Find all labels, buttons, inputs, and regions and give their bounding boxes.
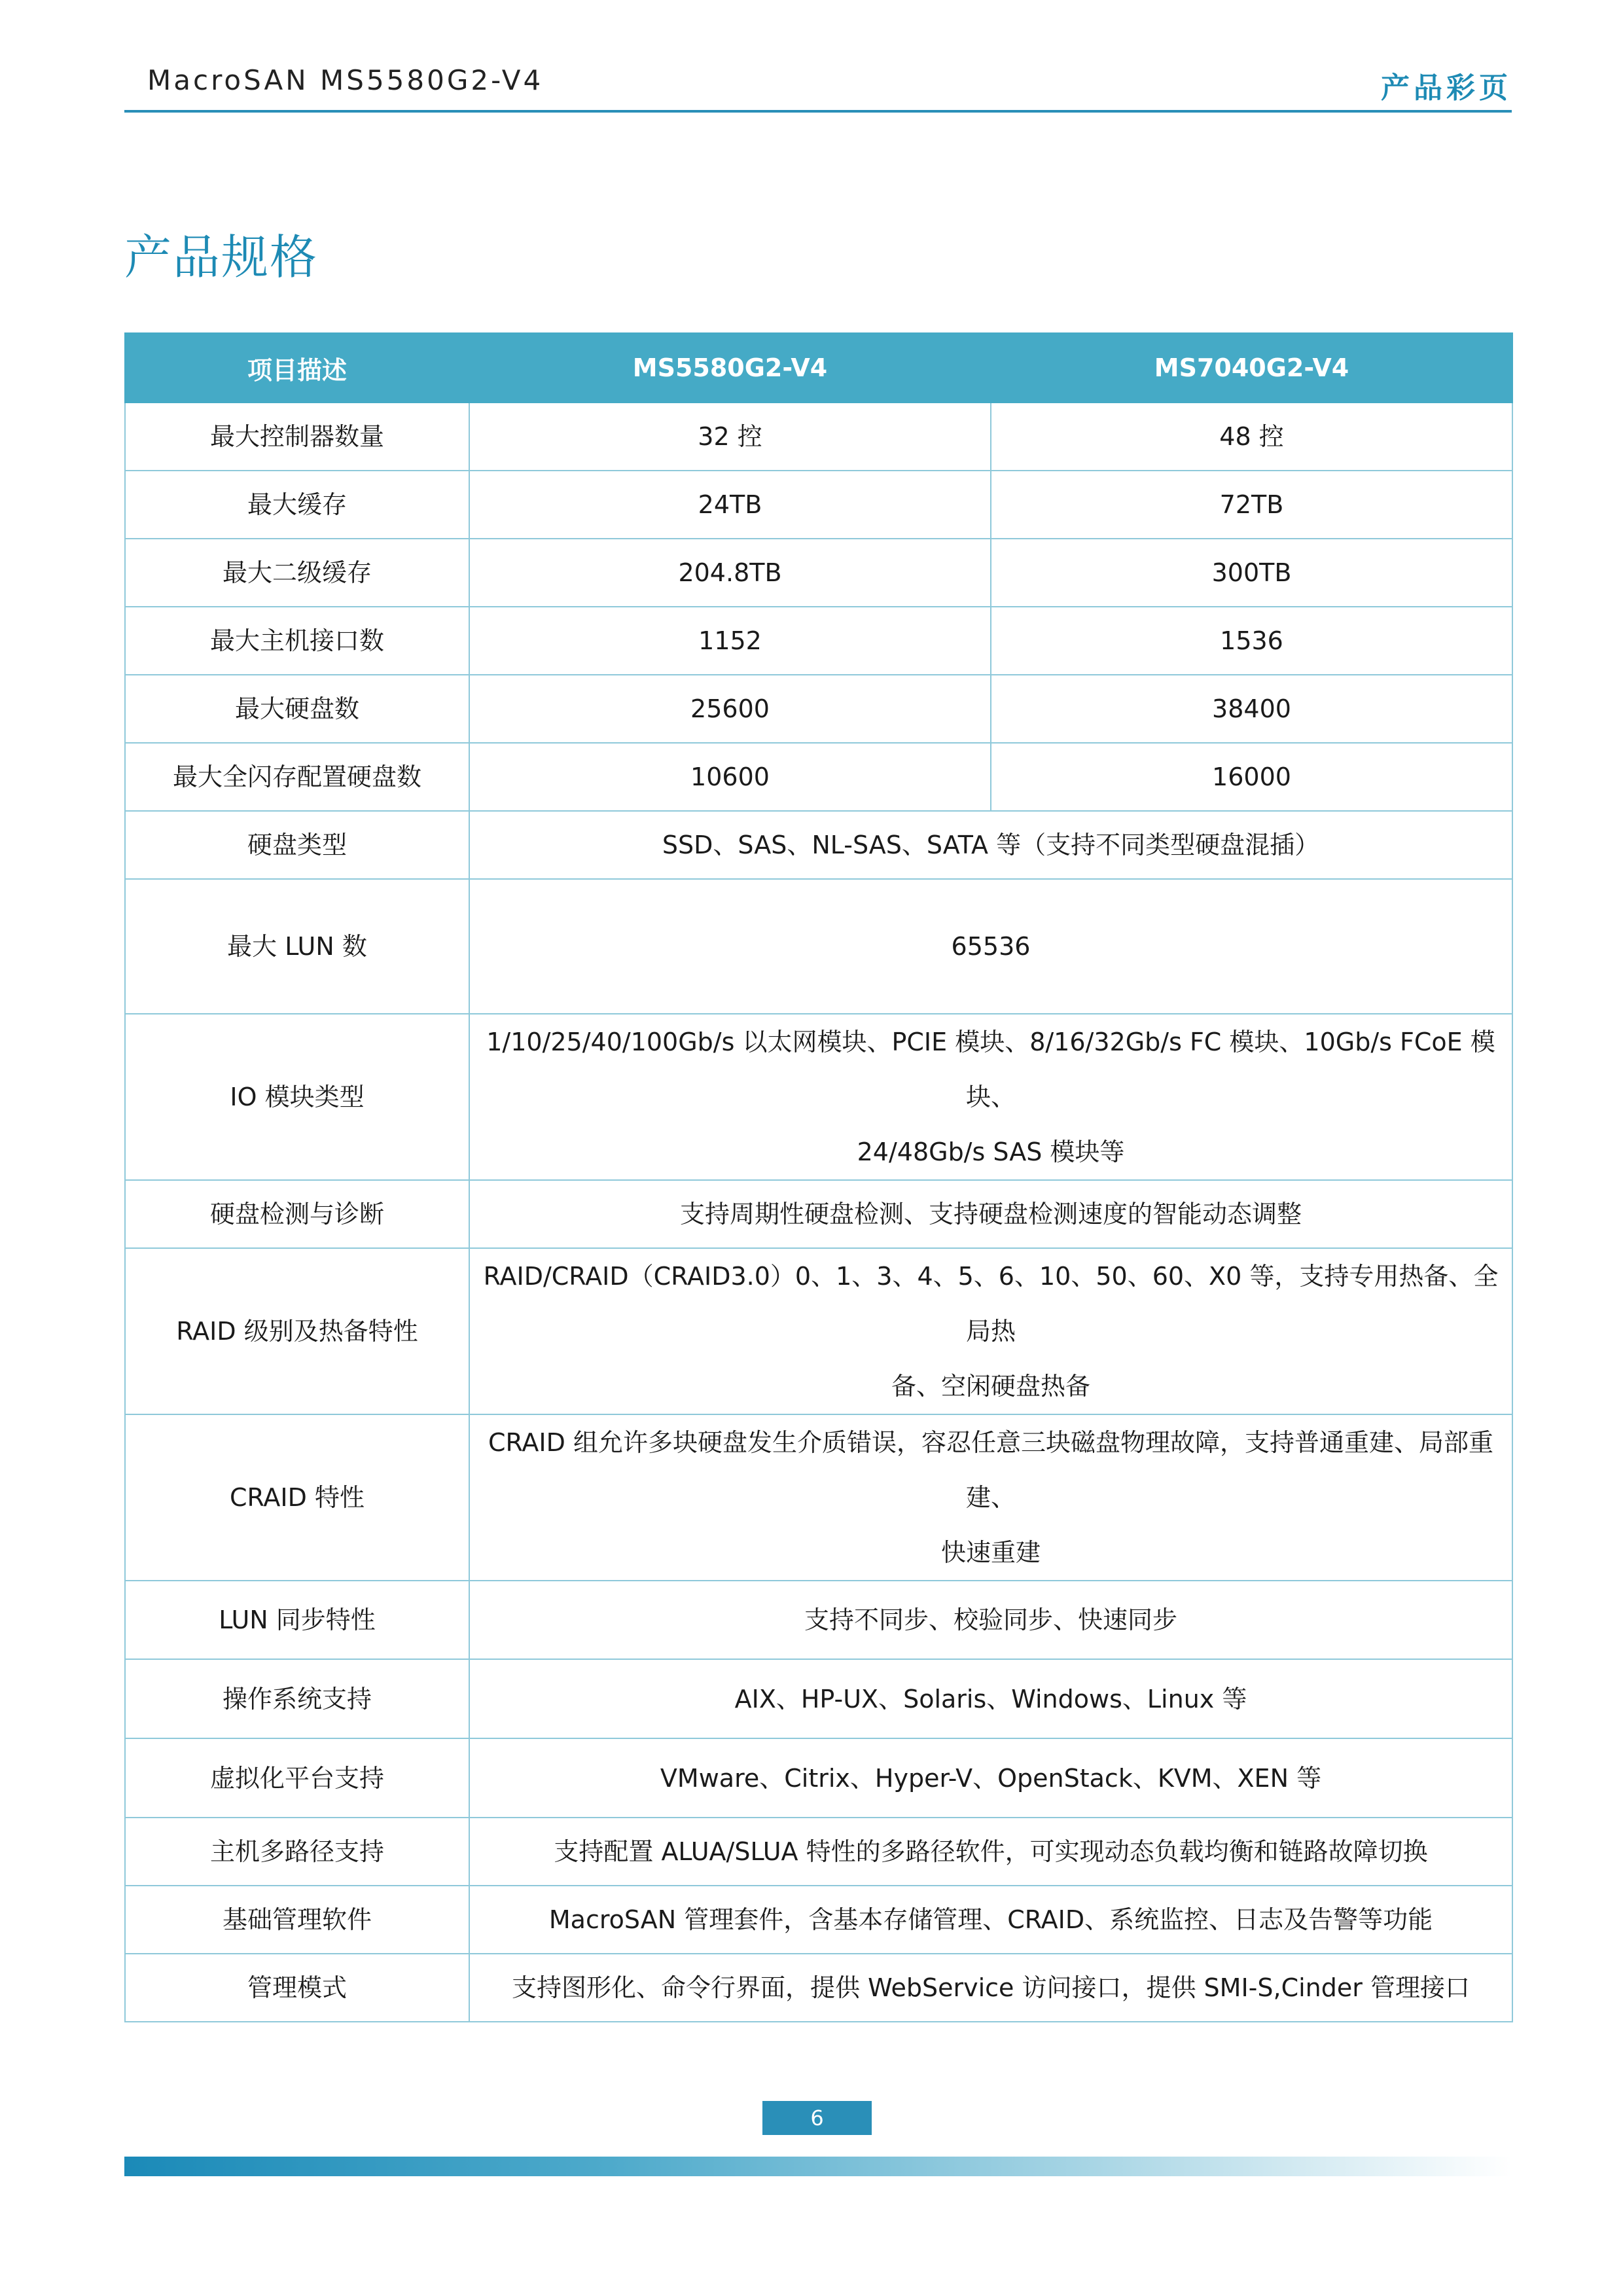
row-value — [469, 1014, 1512, 1180]
header-divider — [124, 110, 1512, 113]
row-label: 基础管理软件 — [125, 1886, 469, 1954]
row-value: MacroSAN 管理套件，含基本存储管理、CRAID、系统监控、日志及告警等功能 — [469, 1886, 1512, 1954]
row-value: SSD、SAS、NL-SAS、SATA 等（支持不同类型硬盘混插） — [469, 811, 1512, 879]
row-value — [469, 1248, 1512, 1414]
row-value: 支持配置 ALUA/SLUA 特性的多路径软件，可实现动态负载均衡和链路故障切换 — [469, 1818, 1512, 1886]
table-row — [125, 1886, 1512, 1954]
row-label: 最大主机接口数 — [125, 607, 469, 675]
table-row — [125, 1248, 1512, 1414]
page-number: 6 — [762, 2101, 872, 2135]
header-cell-model-a: MS5580G2-V4 — [469, 333, 991, 403]
row-value-a: 204.8TB — [469, 539, 991, 607]
row-label: 最大控制器数量 — [125, 403, 469, 471]
value-line: RAID/CRAID（CRAID3.0）0、1、3、4、5、6、10、50、60、X0 等，支持专用热备、全局热 — [483, 1262, 1499, 1346]
row-label: 硬盘类型 — [125, 811, 469, 879]
row-value — [469, 1414, 1512, 1581]
row-label: 最大二级缓存 — [125, 539, 469, 607]
table-row — [125, 1180, 1512, 1248]
row-value: 支持周期性硬盘检测、支持硬盘检测速度的智能动态调整 — [469, 1180, 1512, 1248]
value-line: 1/10/25/40/100Gb/s 以太网模块、PCIE 模块、8/16/32Gb/s FC 模块、10Gb/s FCoE 模块、 — [486, 1028, 1495, 1111]
row-value: VMware、Citrix、Hyper-V、OpenStack、KVM、XEN 等 — [469, 1738, 1512, 1818]
row-value-b: 72TB — [991, 471, 1512, 539]
row-label: 主机多路径支持 — [125, 1818, 469, 1886]
row-label: 最大 LUN 数 — [125, 879, 469, 1014]
table-row — [125, 1954, 1512, 2022]
table-row — [125, 879, 1512, 1014]
row-value-a: 10600 — [469, 743, 991, 811]
row-label: RAID 级别及热备特性 — [125, 1248, 469, 1414]
table-row — [125, 743, 1512, 811]
row-label: CRAID 特性 — [125, 1414, 469, 1581]
table-row — [125, 1014, 1512, 1180]
table-row — [125, 539, 1512, 607]
table-row — [125, 1659, 1512, 1738]
row-value-a: 25600 — [469, 675, 991, 743]
row-value-b: 38400 — [991, 675, 1512, 743]
value-line: 快速重建 — [940, 1538, 1041, 1567]
row-value-a: 1152 — [469, 607, 991, 675]
row-label: 虚拟化平台支持 — [125, 1738, 469, 1818]
table-row — [125, 1818, 1512, 1886]
spec-table — [124, 332, 1513, 2022]
row-label: 操作系统支持 — [125, 1659, 469, 1738]
footer-gradient-bar — [124, 2157, 1512, 2176]
row-value: 65536 — [469, 879, 1512, 1014]
row-label: IO 模块类型 — [125, 1014, 469, 1180]
row-value-a: 24TB — [469, 471, 991, 539]
row-label: 最大硬盘数 — [125, 675, 469, 743]
table-row — [125, 471, 1512, 539]
header-product-name: MacroSAN MS5580G2-V4 — [147, 64, 544, 96]
row-value-b: 16000 — [991, 743, 1512, 811]
row-label: 最大缓存 — [125, 471, 469, 539]
table-row — [125, 607, 1512, 675]
page-title: 产品规格 — [124, 230, 319, 285]
row-value-a: 32 控 — [469, 403, 991, 471]
header-cell-item: 项目描述 — [125, 333, 469, 403]
row-value: 支持不同步、校验同步、快速同步 — [469, 1581, 1512, 1659]
row-label: 硬盘检测与诊断 — [125, 1180, 469, 1248]
table-row — [125, 1738, 1512, 1818]
row-value-b: 1536 — [991, 607, 1512, 675]
value-line: 备、空闲硬盘热备 — [891, 1372, 1090, 1401]
header-cell-model-b: MS7040G2-V4 — [991, 333, 1512, 403]
row-value-b: 48 控 — [991, 403, 1512, 471]
row-label: LUN 同步特性 — [125, 1581, 469, 1659]
table-row — [125, 1581, 1512, 1659]
header-section-label: 产品彩页 — [1381, 71, 1512, 105]
table-row — [125, 403, 1512, 471]
row-value-b: 300TB — [991, 539, 1512, 607]
table-row — [125, 675, 1512, 743]
row-label: 最大全闪存配置硬盘数 — [125, 743, 469, 811]
row-value: AIX、HP-UX、Solaris、Windows、Linux 等 — [469, 1659, 1512, 1738]
value-line: CRAID 组允许多块硬盘发生介质错误，容忍任意三块磁盘物理故障，支持普通重建、局部重建、 — [488, 1428, 1493, 1512]
row-label: 管理模式 — [125, 1954, 469, 2022]
table-row — [125, 1414, 1512, 1581]
value-line: 24/48Gb/s SAS 模块等 — [857, 1138, 1125, 1166]
table-row — [125, 811, 1512, 879]
row-value: 支持图形化、命令行界面，提供 WebService 访问接口，提供 SMI-S,Cinder 管理接口 — [469, 1954, 1512, 2022]
table-header-row — [125, 333, 1512, 403]
